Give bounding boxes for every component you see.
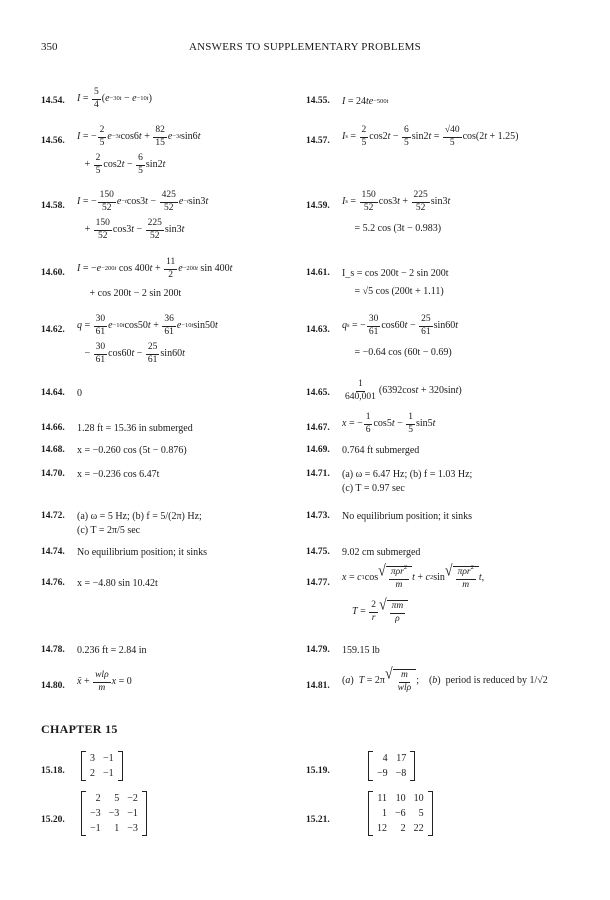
problem-label: 15.19. — [306, 766, 330, 776]
answer-text: (a) ω = 6.47 Hz; (b) f = 1.03 Hz; — [342, 469, 473, 480]
problem-label: 15.21. — [306, 815, 330, 825]
answer-formula: ẍ + $\frac{\text{wlρ}}{m}$ x = 0 — [77, 670, 132, 693]
answer-line-1: I = − $\frac{2}{5}$ e −3t cos6 t + $\frac{82}{15}$ e −3t sin6 t — [77, 125, 201, 148]
matrix-cell: −3 — [127, 823, 138, 834]
answer-line-2: − $\frac{30}{61}$ cos60 t − $\frac{25}{61}$ sin60 t — [77, 342, 185, 365]
problem-label: 14.68. — [41, 445, 65, 455]
problem-label: 15.20. — [41, 815, 65, 825]
answer-line-2: T = $\frac{2}{r}$ √ $\frac{\pi m}{\rho}$ — [342, 600, 408, 624]
problem-label: 14.78. — [41, 645, 65, 655]
answer-line-1: q s = − $\frac{30}{61}$ cos60 t − $\frac{25}{61}$ sin60 t — [342, 314, 459, 337]
answer-text: 0 — [77, 388, 82, 399]
matrix-cell: −1 — [103, 768, 114, 779]
problem-label: 14.69. — [306, 445, 330, 455]
answer-text: (c) T = 0.97 sec — [342, 483, 405, 494]
problem-label: 14.76. — [41, 578, 65, 588]
problem-label: 14.63. — [306, 325, 330, 335]
problem-label: 14.72. — [41, 511, 65, 521]
matrix-cell: 2 — [400, 823, 406, 834]
problem-label: 14.80. — [41, 681, 65, 691]
answer-line-2: + $\frac{150}{52}$ cos3 t − $\frac{225}{52}$ sin3 t — [77, 218, 185, 241]
problem-label: 14.64. — [41, 388, 65, 398]
matrix-cell: 11 — [377, 793, 387, 804]
matrix-cell: 2 — [95, 793, 101, 804]
answer-text: (c) T = 2π/5 sec — [77, 525, 141, 536]
answer-text: 9.02 cm submerged — [342, 547, 421, 558]
answer-text: (a) ω = 5 Hz; (b) f = 5/(2π) Hz; — [77, 511, 202, 522]
matrix-cell: −2 — [127, 793, 138, 804]
matrix-cell: −3 — [108, 808, 120, 819]
problem-label: 15.18. — [41, 766, 65, 776]
problem-label: 14.61. — [306, 268, 330, 278]
answer-text: 159.15 lb — [342, 645, 380, 656]
answer-formula: ( a ) T = 2π √ $\frac{m}{\text{wlρ}}$ ; ( b ) period is reduced by 1/√2 — [342, 666, 548, 693]
page-number: 350 — [41, 41, 58, 53]
answer-line-2 — [77, 288, 181, 299]
answer-matrix — [368, 751, 415, 784]
problem-label: 14.71. — [306, 469, 330, 479]
running-header: ANSWERS TO SUPPLEMENTARY PROBLEMS — [189, 41, 421, 53]
matrix-cell: 1 — [382, 808, 387, 819]
matrix-cell: 5 — [418, 808, 424, 819]
answer-text: = √5 cos (200t + 1.11) — [354, 286, 444, 297]
matrix-cell: 12 — [377, 823, 387, 834]
matrix-cell: 5 — [114, 793, 120, 804]
answer-text: 0.764 ft submerged — [342, 445, 420, 456]
matrix-cell: −3 — [90, 808, 101, 819]
answer-matrix — [81, 791, 147, 839]
matrix-cell: −1 — [90, 823, 101, 834]
answer-text: No equilibrium position; it sinks — [77, 547, 208, 558]
problem-label: 14.54. — [41, 96, 65, 106]
problem-label: 14.79. — [306, 645, 330, 655]
problem-label: 14.67. — [306, 423, 330, 433]
problem-label: 14.56. — [41, 136, 65, 146]
problem-label: 14.58. — [41, 201, 65, 211]
answer-line-2 — [342, 286, 444, 297]
problem-label: 14.75. — [306, 547, 330, 557]
answer-line-2 — [342, 223, 441, 234]
answer-text: x = −0.260 cos (5t − 0.876) — [77, 445, 187, 456]
matrix-cell: 17 — [396, 753, 407, 764]
matrix-cell: 10 — [413, 793, 424, 804]
matrix-cell: −8 — [395, 768, 407, 779]
matrix-cell: 4 — [382, 753, 388, 764]
answer-text: 0.236 ft = 2.84 in — [77, 645, 147, 656]
answer-line-1: I = − e −200t cos 400 t + $\frac{11}{2}$ e −200t sin 400 t — [77, 257, 233, 280]
answer-matrix — [368, 791, 433, 839]
answer-line-1: x = c 1 cos √ $\frac{\pi\rho r^2}{m}$ t + c 2 sin √ $\frac{\pi\rho r^2}{m}$ t , — [342, 563, 485, 590]
matrix-cell: 22 — [413, 823, 424, 834]
matrix-cell: −6 — [395, 808, 406, 819]
problem-label: 14.59. — [306, 201, 330, 211]
answer-formula: I = 24 te −500t — [342, 96, 389, 107]
answer-line-1: I s = $\frac{150}{52}$ cos3 t + $\frac{225}{52}$ sin3 t — [342, 190, 451, 213]
answer-text: I_s = cos 200t − 2 sin 200t — [342, 268, 449, 279]
answer-text: = −0.64 cos (60t − 0.69) — [354, 347, 452, 358]
answer-matrix — [81, 751, 123, 784]
matrix-cell: 10 — [395, 793, 406, 804]
answer-line-2: + $\frac{2}{5}$ cos2 t − $\frac{6}{5}$ sin2 t — [77, 153, 166, 176]
answer-formula: $\frac{1}{640,001}$ (6392cos t + 320sin t ) — [345, 379, 462, 402]
answer-text: x = −0.236 cos 6.47t — [77, 469, 160, 480]
answer-formula: x = − $\frac{1}{6}$ cos5 t − $\frac{1}{5}$ sin5 t — [342, 412, 436, 435]
problem-label: 14.74. — [41, 547, 65, 557]
problem-label: 14.81. — [306, 681, 330, 691]
matrix-cell: −1 — [127, 808, 138, 819]
matrix-cell: −1 — [103, 753, 114, 764]
answer-line-1: I = − $\frac{150}{52}$ e −t cos3 t − $\frac{425}{52}$ e −t sin3 t — [77, 190, 209, 213]
matrix-cell: −9 — [377, 768, 388, 779]
answer-line-2 — [342, 347, 452, 358]
matrix-cell: 1 — [114, 823, 120, 834]
problem-label: 14.55. — [306, 96, 330, 106]
problem-label: 14.62. — [41, 325, 65, 335]
answer-text: 1.28 ft = 15.36 in submerged — [77, 423, 193, 434]
chapter-heading: CHAPTER 15 — [41, 722, 118, 736]
problem-label: 14.70. — [41, 469, 65, 479]
problem-label: 14.73. — [306, 511, 330, 521]
answer-formula: I s = $\frac{2}{5}$ cos2 t − $\frac{6}{5}$ sin2 t = $\frac{√40}{5}$ cos(2 t + 1.25) — [342, 125, 519, 148]
problem-label: 14.66. — [41, 423, 65, 433]
matrix-cell: 2 — [90, 768, 95, 779]
answer-line-1: q = $\frac{30}{61}$ e −10t cos50 t + $\frac{36}{61}$ e −10t sin50 t — [77, 314, 218, 337]
problem-label: 14.65. — [306, 388, 330, 398]
answer-text: No equilibrium position; it sinks — [342, 511, 473, 522]
answer-formula: I = $\frac{5}{4}$ ( e −30t − e −10t ) — [77, 87, 152, 110]
problem-label: 14.57. — [306, 136, 330, 146]
problem-label: 14.60. — [41, 268, 65, 278]
answer-line-1 — [342, 268, 449, 279]
problem-label: 14.77. — [306, 578, 330, 588]
answer-text: x = −4.80 sin 10.42t — [77, 578, 158, 589]
matrix-cell: 3 — [90, 753, 95, 764]
answer-text: = 5.2 cos (3t − 0.983) — [354, 223, 442, 234]
answer-text: + cos 200t − 2 sin 200t — [89, 288, 182, 299]
